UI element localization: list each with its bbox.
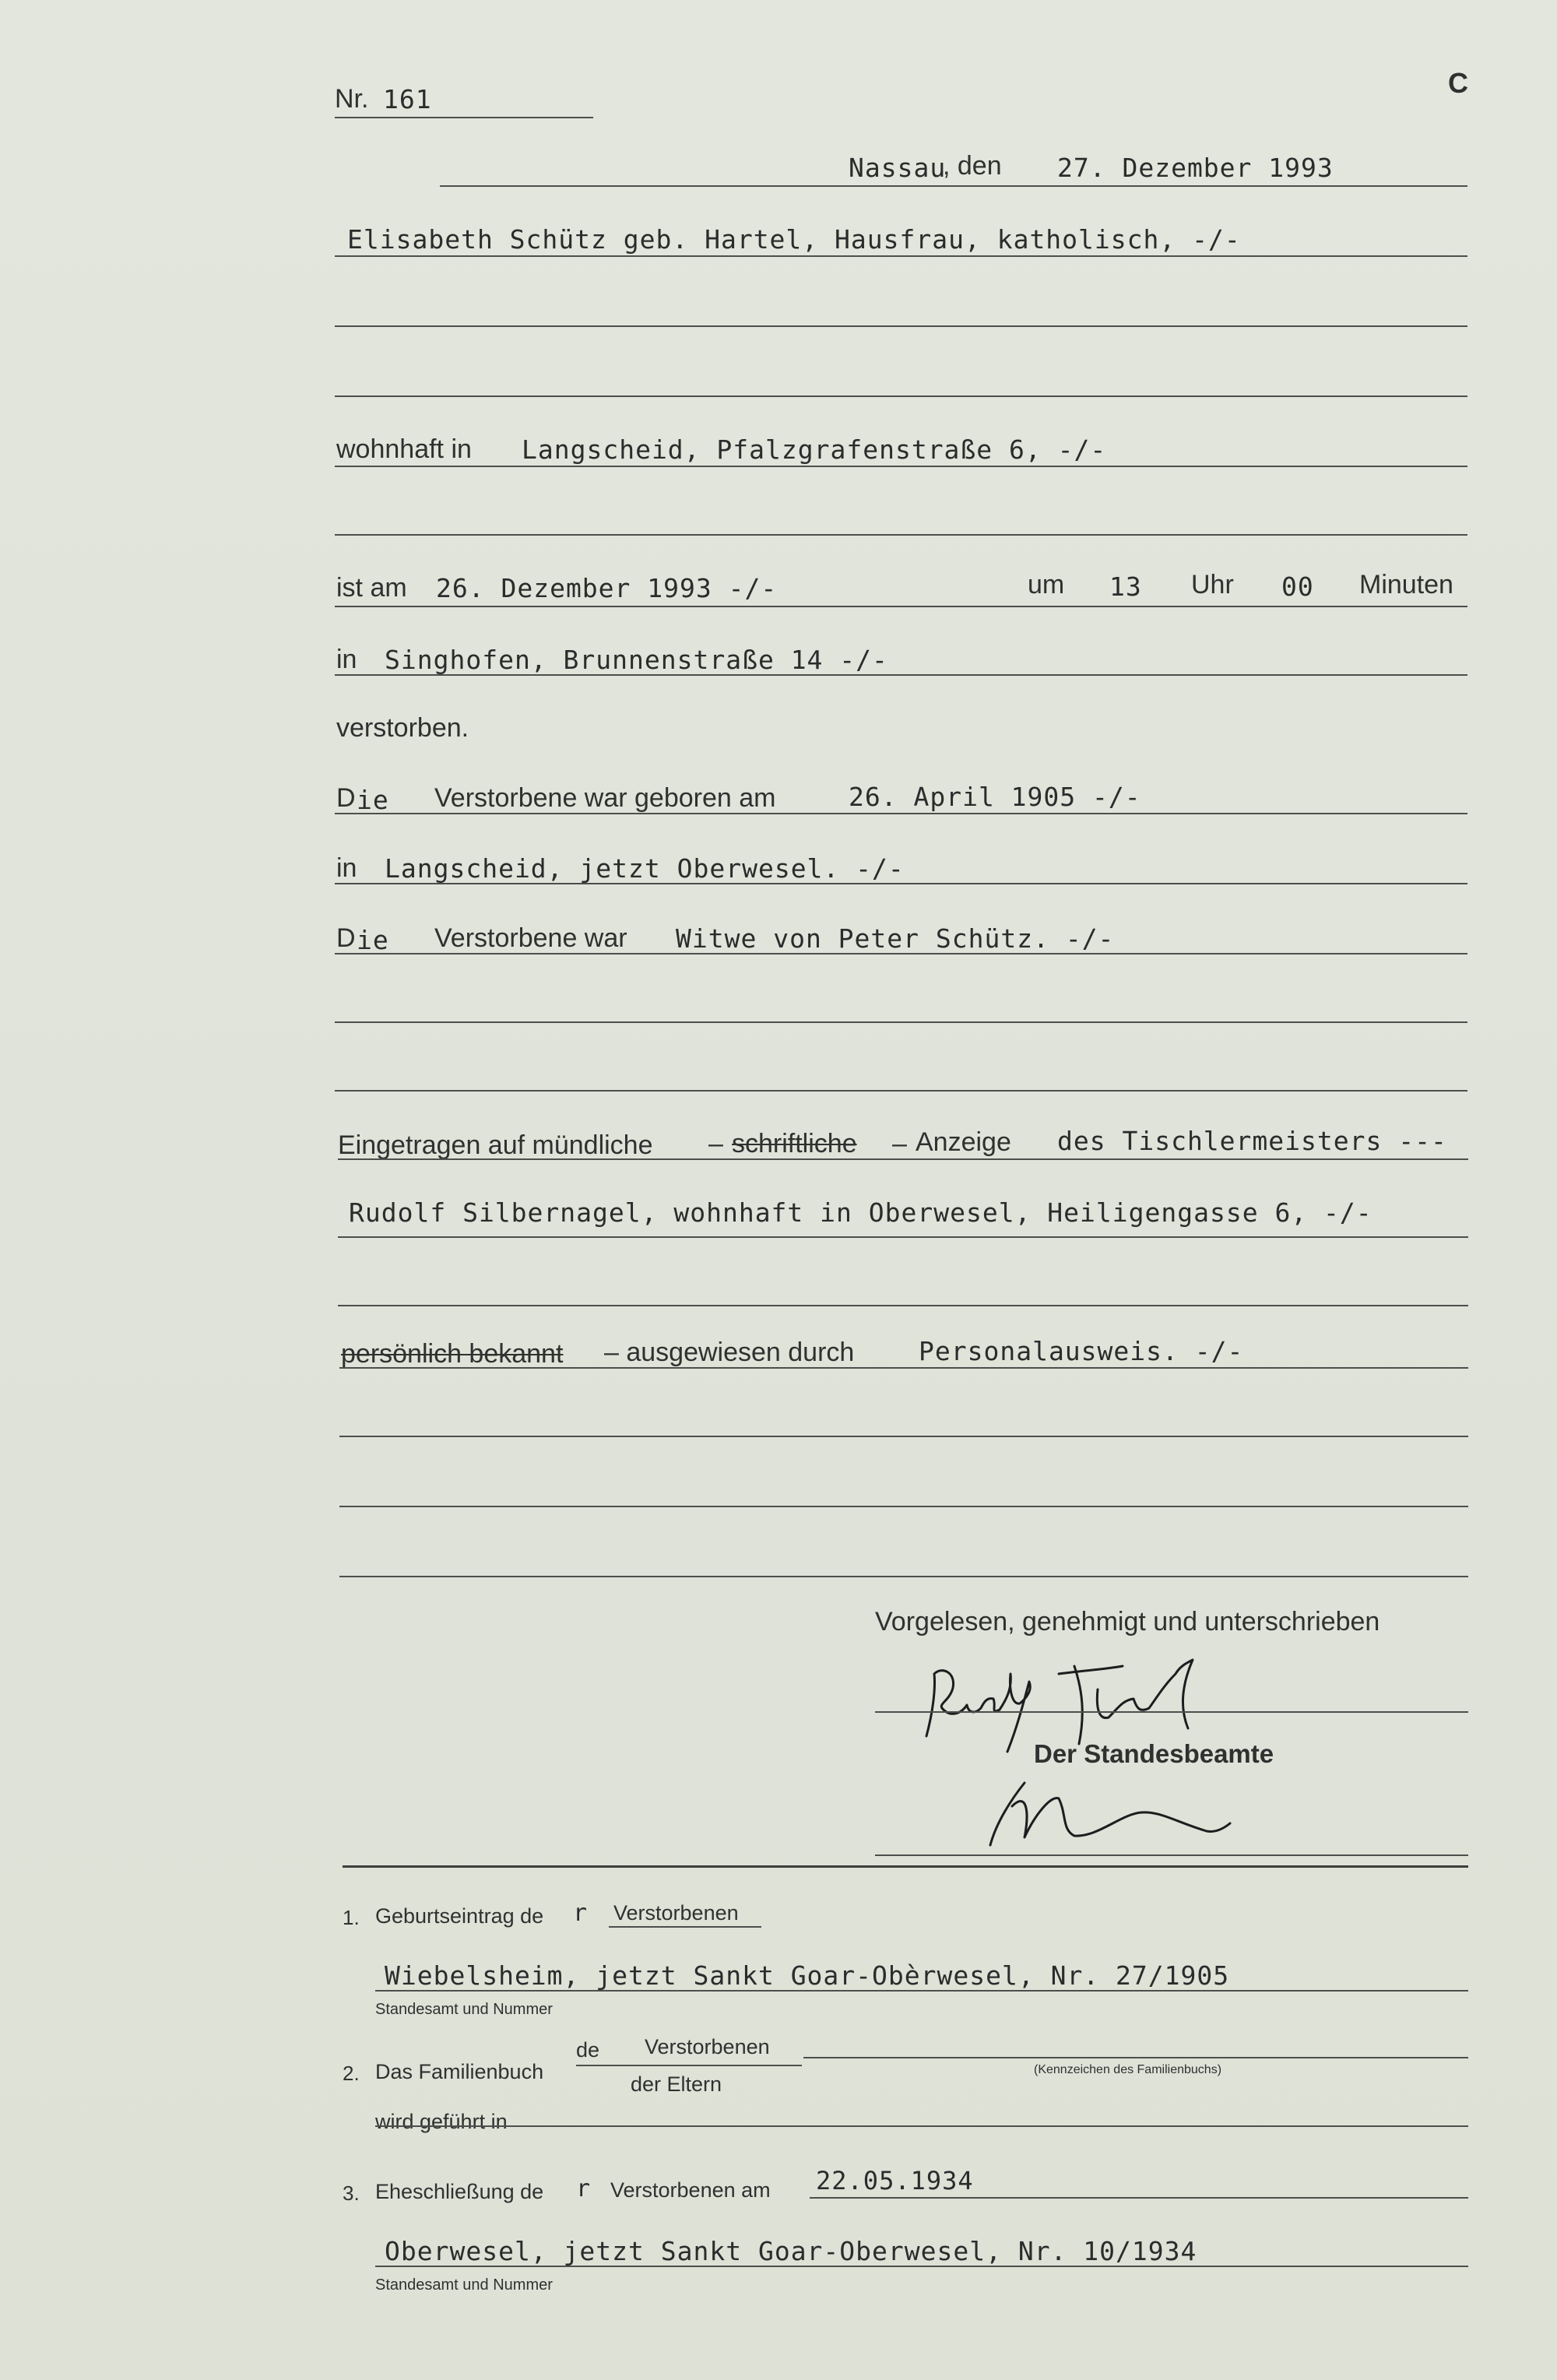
informant-title: des Tischlermeisters ---	[1057, 1126, 1447, 1156]
residence-value: Langscheid, Pfalzgrafenstraße 6, -/-	[522, 434, 1107, 465]
note-2-line	[375, 2125, 1468, 2127]
identification-line	[339, 1367, 1468, 1369]
note-1-value-label: Verstorbenen	[613, 1901, 739, 1925]
official-signature	[981, 1767, 1246, 1853]
anzeige-label: Anzeige	[916, 1127, 1011, 1157]
marital-line	[335, 953, 1467, 954]
birth-date-line	[335, 813, 1467, 814]
note-2-upper: Verstorbenen	[645, 2035, 770, 2058]
identification-label: – ausgewiesen durch	[604, 1338, 855, 1367]
note-3-r: r	[576, 2175, 592, 2202]
birth-place-label: in	[336, 853, 357, 883]
registration-label: Eingetragen auf mündliche	[338, 1130, 653, 1160]
den-label: , den	[943, 151, 1002, 181]
note-1-number: 1.	[343, 1906, 360, 1929]
note-2-number: 2.	[343, 2062, 360, 2085]
registration-struck: schriftliche	[732, 1129, 857, 1158]
registration-dash: –	[892, 1129, 907, 1158]
official-title: Der Standesbeamte	[1034, 1739, 1274, 1768]
note-1-blank-line	[609, 1926, 761, 1928]
note-2-lower: der Eltern	[631, 2072, 722, 2096]
registration-line	[338, 1158, 1468, 1160]
marriage-date-line	[810, 2197, 1468, 2199]
blank-line	[335, 534, 1467, 536]
registry-date: 27. Dezember 1993	[1057, 153, 1334, 183]
note-3-value-label: Verstorbenen am	[610, 2178, 771, 2202]
blank-line	[335, 395, 1467, 397]
note-2-caption: (Kennzeichen des Familienbuchs)	[1034, 2063, 1222, 2076]
informant-line	[338, 1236, 1468, 1238]
blank-line	[335, 325, 1467, 327]
birth-date: 26. April 1905 -/-	[849, 782, 1141, 812]
informant-details: Rudolf Silbernagel, wohnhaft in Oberwesel, Heiligengasse 6, -/-	[349, 1197, 1372, 1228]
residence-line	[335, 466, 1467, 467]
registry-place: Nassau	[849, 153, 947, 183]
blank-line	[339, 1436, 1468, 1437]
death-minute: 00	[1281, 571, 1314, 602]
deceased-name: Elisabeth Schütz geb. Hartel, Hausfrau, katholisch, -/-	[347, 224, 1241, 255]
marital-prefix-ie: ie	[357, 925, 389, 955]
identification-document: Personalausweis. -/-	[919, 1336, 1244, 1366]
minuten-label: Minuten	[1359, 570, 1453, 599]
deceased-line	[335, 255, 1467, 257]
note-2-mid-line	[576, 2065, 802, 2066]
blank-line	[339, 1576, 1468, 1577]
death-place: Singhofen, Brunnenstraße 14 -/-	[385, 645, 888, 675]
marital-prefix-d: D	[336, 923, 356, 953]
verstorben-label: verstorben.	[336, 713, 469, 743]
note-2-de: de	[576, 2038, 600, 2062]
death-place-line	[335, 674, 1467, 676]
informant-signature-line	[875, 1711, 1468, 1713]
note-1-caption: Standesamt und Nummer	[375, 2001, 553, 2018]
death-date: 26. Dezember 1993 -/-	[436, 573, 778, 603]
blank-line	[335, 1021, 1467, 1023]
identification-struck: persönlich bekannt	[341, 1339, 564, 1369]
registration-dash: –	[708, 1129, 723, 1158]
family-book-line	[803, 2057, 1468, 2058]
um-label: um	[1028, 570, 1065, 599]
marital-label: Verstorbene war	[434, 923, 627, 953]
note-1-line	[375, 1990, 1468, 1992]
corner-letter: C	[1448, 67, 1468, 99]
note-3-number: 3.	[343, 2181, 360, 2205]
marital-status: Witwe von Peter Schütz. -/-	[676, 923, 1115, 954]
birth-prefix-ie: ie	[357, 785, 389, 815]
note-1-label: Geburtseintrag de	[375, 1904, 544, 1928]
note-2-location-label: wird geführt in	[375, 2110, 508, 2133]
blank-line	[335, 1090, 1467, 1092]
notes-separator	[343, 1865, 1468, 1868]
note-1-r: r	[573, 1900, 589, 1927]
birth-register-entry: Wiebelsheim, jetzt Sankt Goar-Obèrwesel, Nr. 27/1905	[385, 1960, 1230, 1991]
birth-place: Langscheid, jetzt Oberwesel. -/-	[385, 853, 905, 884]
marriage-register-entry: Oberwesel, jetzt Sankt Goar-Oberwesel, Nr. 10/1934	[385, 2236, 1197, 2266]
number-line	[335, 117, 593, 118]
blank-line	[339, 1506, 1468, 1507]
birth-place-line	[335, 883, 1467, 884]
number-label: Nr.	[335, 84, 369, 114]
death-hour: 13	[1109, 571, 1142, 602]
marriage-date: 22.05.1934	[816, 2166, 974, 2195]
death-date-label: ist am	[336, 573, 407, 603]
note-2-label: Das Familienbuch	[375, 2060, 544, 2083]
official-signature-line	[875, 1854, 1468, 1856]
date-line	[440, 185, 1467, 187]
birth-label: Verstorbene war geboren am	[434, 783, 776, 813]
entry-number: 161	[383, 84, 432, 114]
death-date-line	[335, 606, 1467, 607]
death-place-label: in	[336, 645, 357, 674]
blank-line	[338, 1305, 1468, 1306]
uhr-label: Uhr	[1191, 570, 1234, 599]
note-3-line	[375, 2266, 1468, 2267]
note-3-caption: Standesamt und Nummer	[375, 2276, 553, 2294]
note-3-label: Eheschließung de	[375, 2180, 544, 2203]
birth-prefix-d: D	[336, 783, 356, 813]
closing-text: Vorgelesen, genehmigt und unterschrieben	[875, 1607, 1380, 1636]
residence-label: wohnhaft in	[336, 434, 472, 464]
